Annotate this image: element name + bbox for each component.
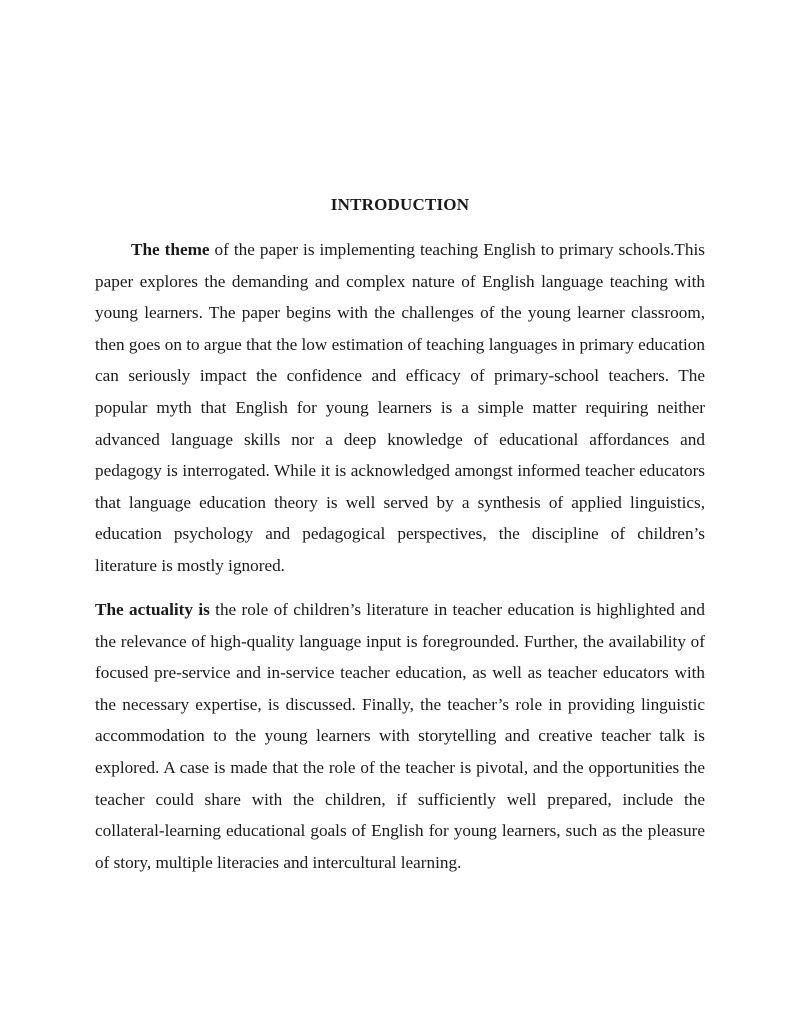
paragraph-theme xyxy=(95,234,705,582)
paragraph-body: of the paper is implementing teaching English to primary schools.This paper explores the demanding and complex nature of English language teaching with young learners. The paper begins with the challenges of the young learner classroom, then goes on to argue that the low estimation of teaching languages in primary education can seriously impact the confidence and efficacy of primary-school teachers. The popular myth that English for young learners is a simple matter requiring neither advanced language skills nor a deep knowledge of educational affordances and pedagogy is interrogated. While it is acknowledged amongst informed teacher educators that language education theory is well served by a synthesis of applied linguistics, education psychology and pedagogical perspectives, the discipline of children’s literature is mostly ignored. xyxy=(95,240,705,575)
paragraph-actuality xyxy=(95,594,705,878)
paragraph-lead: The actuality is xyxy=(95,600,210,619)
paragraph-lead: The theme xyxy=(131,240,210,259)
section-heading: INTRODUCTION xyxy=(330,195,470,214)
paragraph-body: the role of children’s literature in teacher education is highlighted and the relevance of high-quality language input is foregrounded. Further, the availability of focused pre-service and in-service teacher education, as well as teacher educators with the necessary expertise, is discussed. Finally, the teacher’s role in providing linguistic accommodation to the young learners with storytelling and creative teacher talk is explored. A case is made that the role of the teacher is pivotal, and the opportunities the teacher could share with the children, if sufficiently well prepared, include the collateral-learning educational goals of English for young learners, such as the pleasure of story, multiple literacies and intercultural learning. xyxy=(95,600,705,872)
